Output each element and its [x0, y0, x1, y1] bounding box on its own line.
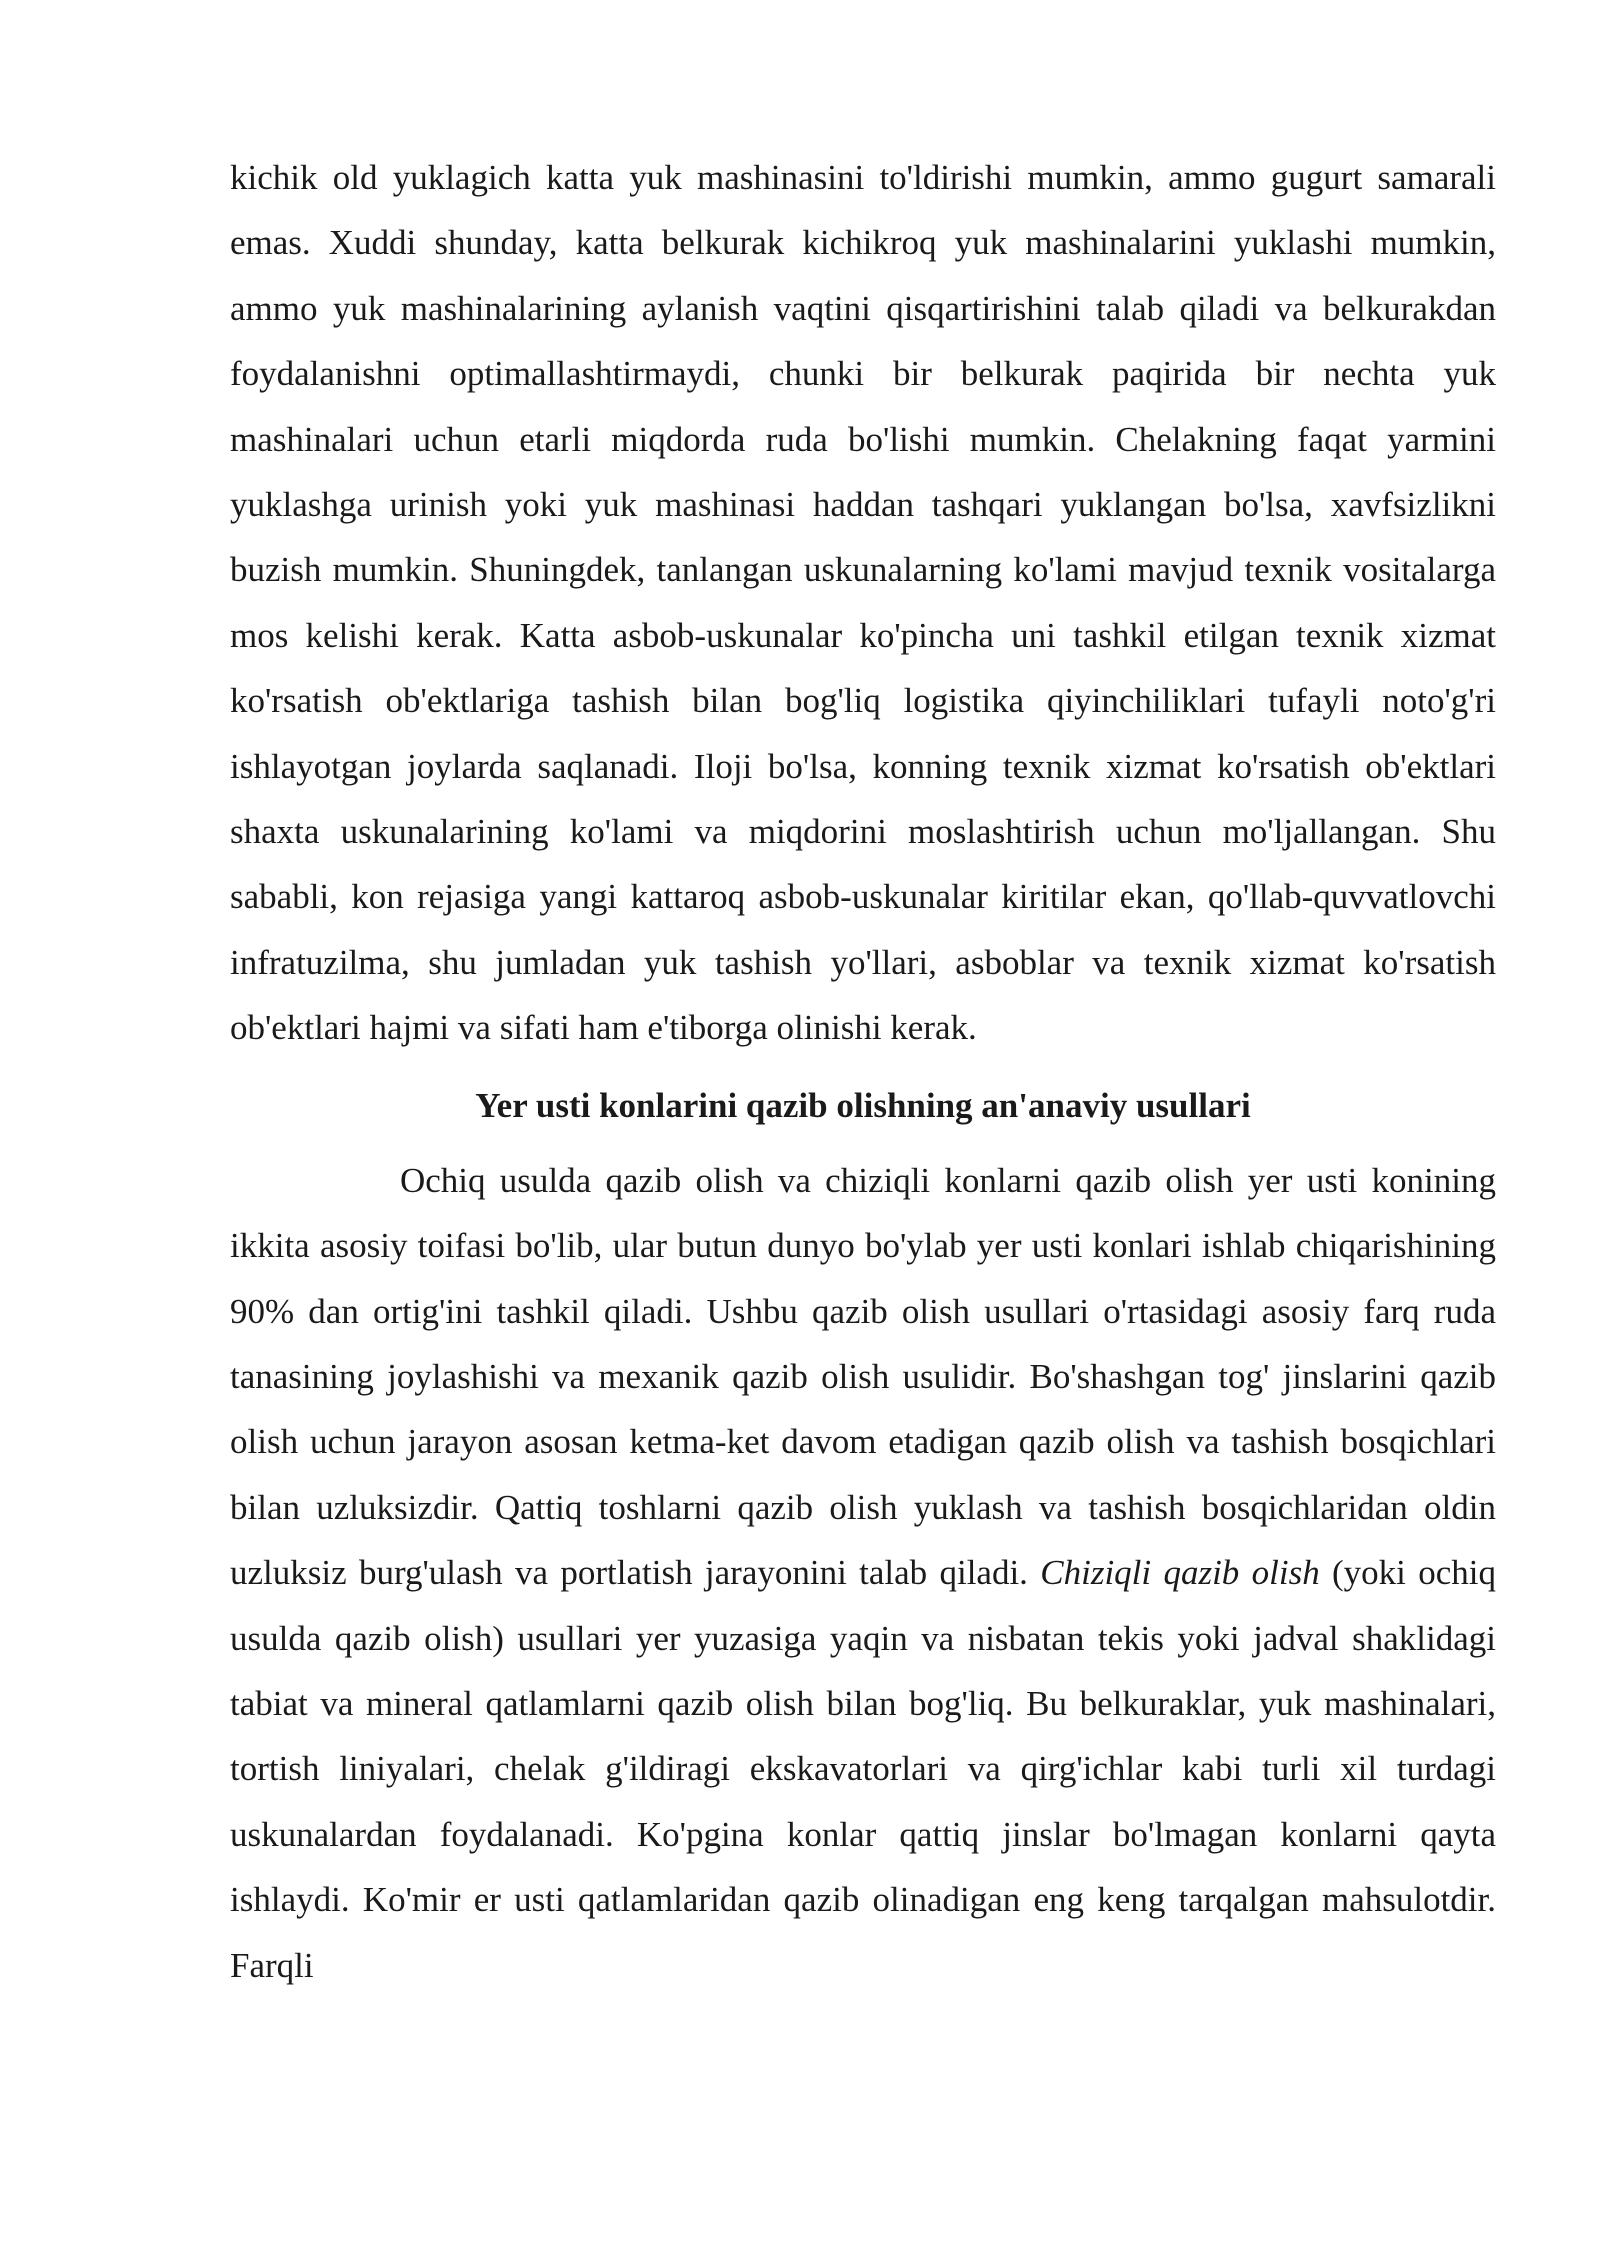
paragraph-text-part-1: Ochiq usulda qazib olish va chiziqli konlarni qazib olish yer usti konining ikkita asosiy toifasi bo'lib, ular butun dunyo bo'ylab yer usti konlari ishlab chiqarishining 90% dan ortig'ini tashkil qiladi. Ushbu qazib olish usullari o'rtasidagi asosiy farq ruda tanasining joylashishi va mexanik qazib olish usulidir. Bo'shashgan tog' jinslarini qazib olish uchun jarayon asosan ketma-ket davom etadigan qazib olish va tashish bosqichlari bilan uzluksizdir. Qattiq toshlarni qazib olish yuklash va tashish bosqichlaridan oldin uzluksiz burg'ulash va portlatish jarayonini talab qiladi. [230, 1160, 1496, 1593]
document-page [230, 145, 1496, 1998]
italic-term: Chiziqli qazib olish [1040, 1553, 1320, 1593]
paragraph-text-part-2: (yoki ochiq usulda qazib olish) usullari yer yuzasiga yaqin va nisbatan tekis yoki jadval shaklidagi tabiat va mineral qatlamlarni qazib olish bilan bog'liq. Bu belkuraklar, yuk mashinalari, tortish liniyalari, chelak g'ildiragi ekskavatorlari va qirg'ichlar kabi turli xil turdagi uskunalardan foydalanadi. Ko'pgina konlar qattiq jinslar bo'lmagan konlarni qayta ishlaydi. Ko'mir er usti qatlamlaridan qazib olinadigan eng keng tarqalgan mahsulotdir. Farqli [230, 1553, 1496, 1985]
section-heading: Yer usti konlarini qazib olishning an'anaviy usullari [475, 1085, 1251, 1125]
paragraph-surface-mining-methods [230, 1148, 1496, 1998]
paragraph-equipment-sizing: kichik old yuklagich katta yuk mashinasini to'ldirishi mumkin, ammo gugurt samarali emas. Xuddi shunday, katta belkurak kichikroq yuk mashinalarini yuklashi mumkin, ammo yuk mashinalarining aylanish vaqtini qisqartirishini talab qiladi va belkurakdan foydalanishni optimallashtirmaydi, chunki bir belkurak paqirida bir nechta yuk mashinalari uchun etarli miqdorda ruda bo'lishi mumkin. Chelakning faqat yarmini yuklashga urinish yoki yuk mashinasi haddan tashqari yuklangan bo'lsa, xavfsizlikni buzish mumkin. Shuningdek, tanlangan uskunalarning ko'lami mavjud texnik vositalarga mos kelishi kerak. Katta asbob-uskunalar ko'pincha uni tashkil etilgan texnik xizmat ko'rsatish ob'ektlariga tashish bilan bog'liq logistika qiyinchiliklari tufayli noto'g'ri ishlayotgan joylarda saqlanadi. Iloji bo'lsa, konning texnik xizmat ko'rsatish ob'ektlari shaxta uskunalarining ko'lami va miqdorini moslashtirish uchun mo'ljallangan. Shu sababli, kon rejasiga yangi kattaroq asbob-uskunalar kiritilar ekan, qo'llab-quvvatlovchi infratuzilma, shu jumladan yuk tashish yo'llari, asboblar va texnik xizmat ko'rsatish ob'ektlari hajmi va sifati ham e'tiborga olinishi kerak. [230, 158, 1496, 1048]
